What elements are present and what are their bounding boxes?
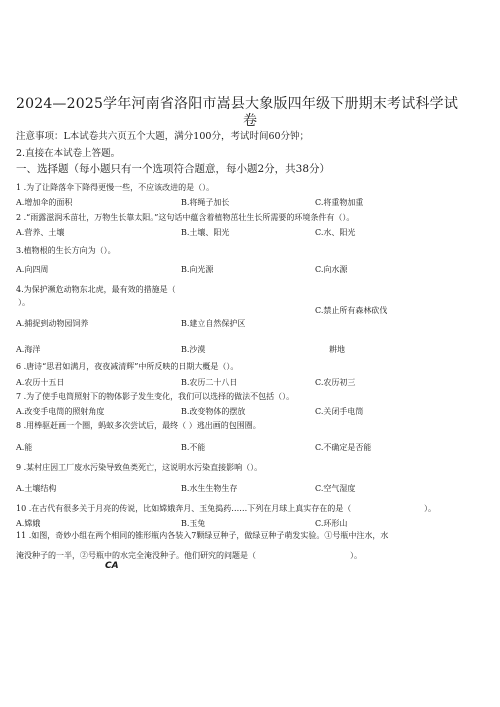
option-c: C.向水源 (315, 265, 348, 274)
exam-title-line1: 2024—2025学年河南省洛阳市嵩县大象版四年级下册期末考试科学试 (16, 96, 459, 112)
option-b: B.建立自然保护区 (181, 319, 246, 328)
option-c: C.不确定是否能 (315, 443, 372, 452)
section-heading-choice: 一、选择题（每小题只有一个选项符合题意，每小题2分，共38分） (16, 163, 331, 175)
option-b: B.改变物体的摆放 (181, 407, 246, 416)
option-c: C.禁止所有森林砍伐 (315, 306, 388, 315)
option-c: C.关闭手电筒 (315, 407, 364, 416)
option-a: A.嫦娥 (16, 519, 41, 528)
option-c: C.将重物加重 (315, 198, 364, 207)
option-b: B.水生生物生存 (181, 484, 238, 493)
question-stem: 2 .“雨露滋润禾苗壮，万物生长靠太阳。”这句话中蕴含着植物茁壮生长所需要的环境条件有（）。 (16, 213, 355, 222)
question-stem: 11 .如图，奇妙小组在两个相同的锥形瓶内各装入7颗绿豆种子，做绿豆种子萌发实验。①号瓶中注水，水 (16, 531, 389, 540)
question-stem: 1 .为了让降落伞下降得更慢一些，不应该改进的是（）。 (16, 183, 215, 192)
option-b: B.土壤、阳光 (181, 228, 230, 237)
question-blank-close: ）。 (424, 504, 436, 513)
question-stem-continued: 淹没种子的一半，②号瓶中的水完全淹没种子。他们研究的问题是（ (16, 551, 256, 560)
question-stem: 3.植物根的生长方向为（）。 (16, 246, 116, 255)
notice-line1: 注意事项：L本试卷共六页五个大题，满分100分，考试时间60分钟； (16, 131, 310, 142)
question-stem: 10 .在古代有很多关于月亮的传说，比如嫦娥奔月、玉兔捣药……下列在月球上真实存在的是（ (16, 504, 352, 513)
question-stem: 4.为保护濒危动物东北虎，最有效的措施是（ (16, 285, 176, 294)
question-stem: 8 .用棒驱赶画一个圈，蚂蚁多次尝试后，最终（ ）逃出画的包围圈。 (16, 421, 261, 430)
notice-line2: 2.直接在本试卷上答题。 (16, 148, 121, 159)
option-c: C.环形山 (315, 519, 348, 528)
option-c: C.水、阳光 (315, 228, 356, 237)
option-c: C.空气湿度 (315, 484, 356, 493)
question-blank-close: ）。 (350, 551, 362, 560)
handwritten-mark: CA (105, 561, 119, 571)
option-a: A.农历十五日 (16, 378, 65, 387)
option-c: C.农历初三 (315, 378, 356, 387)
option-a: A.能 (16, 443, 33, 452)
option-b: B.将绳子加长 (181, 198, 230, 207)
option-a: A.营养、土壤 (16, 228, 65, 237)
option-a: A.向四周 (16, 265, 49, 274)
option-a: A.增加伞的面积 (16, 198, 73, 207)
option-b: B.沙漠 (181, 345, 206, 354)
option-c: 耕地 (329, 345, 345, 354)
option-b: B.农历二十八日 (181, 378, 238, 387)
question-stem-continued: ）。 (18, 298, 30, 307)
question-stem: 6 .唐诗“思君如满月，夜夜减清辉”中所反映的日期大概是（）。 (16, 362, 239, 371)
option-b: B.不能 (181, 443, 206, 452)
question-stem: 7 .为了使手电筒照射下的物体影子发生变化，我们可以选择的做法不包括（）。 (16, 392, 295, 401)
exam-title-line2: 卷 (243, 113, 258, 129)
option-b: B.向光源 (181, 265, 214, 274)
question-stem: 9 .某村庄因工厂废水污染导致鱼类死亡，这说明水污染直接影响（）。 (16, 463, 263, 472)
option-a: A.土壤结构 (16, 484, 57, 493)
option-a: A.捕捉到动物园饲养 (16, 319, 89, 328)
option-a: A.改变手电筒的照射角度 (16, 407, 105, 416)
option-b: B.玉兔 (181, 519, 206, 528)
option-a: A.海洋 (16, 345, 41, 354)
